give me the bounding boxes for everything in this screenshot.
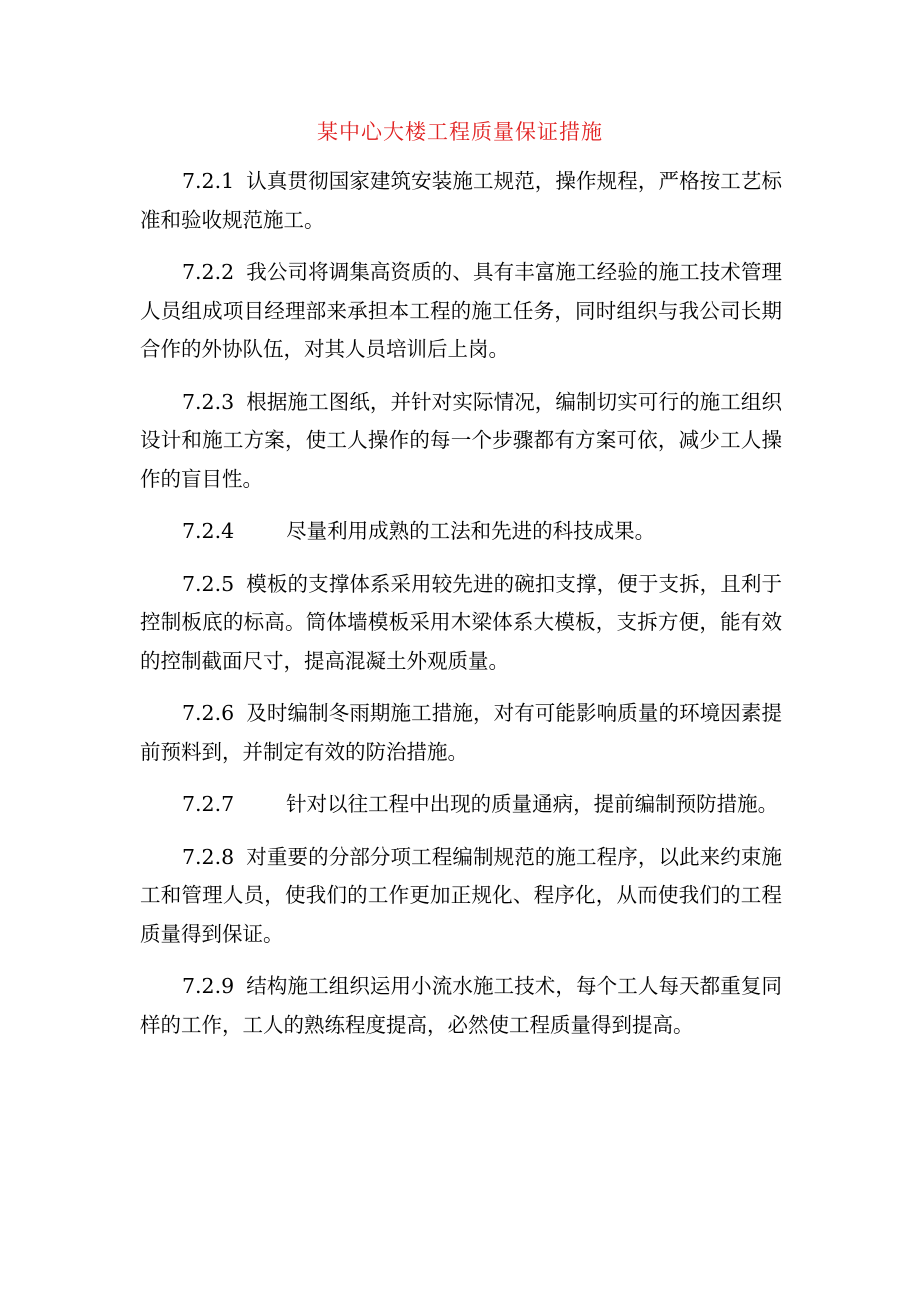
document-body bbox=[140, 162, 782, 1058]
clause-text: 我公司将调集高资质的、具有丰富施工经验的施工技术管理人员组成项目经理部来承担本工程的施工任务，同时组织与我公司长期合作的外协队伍，对其人员培训后上岗。 bbox=[140, 260, 782, 361]
clause-number: 7.2.9 bbox=[182, 974, 235, 998]
clause-7-2-2 bbox=[140, 253, 782, 369]
clause-7-2-1 bbox=[140, 162, 782, 239]
clause-number: 7.2.3 bbox=[182, 389, 235, 414]
clause-7-2-9 bbox=[140, 967, 782, 1044]
clause-7-2-3 bbox=[140, 383, 782, 499]
clause-7-2-8 bbox=[140, 838, 782, 954]
clause-number: 7.2.7 bbox=[182, 792, 235, 816]
clause-text: 尽量利用成熟的工法和先进的科技成果。 bbox=[286, 519, 656, 543]
clause-number: 7.2.6 bbox=[182, 701, 235, 725]
clause-number: 7.2.1 bbox=[182, 169, 235, 193]
clause-7-2-6 bbox=[140, 694, 782, 771]
clause-number: 7.2.8 bbox=[182, 844, 235, 869]
clause-number: 7.2.2 bbox=[182, 260, 235, 284]
clause-7-2-5 bbox=[140, 565, 782, 681]
clause-text: 模板的支撑体系采用较先进的碗扣支撑，便于支拆，且利于控制板底的标高。筒体墙模板采用木梁体系大模板，支拆方便，能有效的控制截面尺寸，提高混凝土外观质量。 bbox=[140, 571, 782, 673]
clause-7-2-4 bbox=[140, 512, 782, 551]
clause-text: 结构施工组织运用小流水施工技术，每个工人每天都重复同样的工作，工人的熟练程度提高，必然使工程质量得到提高。 bbox=[140, 974, 782, 1037]
clause-text: 针对以往工程中出现的质量通病，提前编制预防措施。 bbox=[286, 792, 779, 816]
clause-text: 认真贯彻国家建筑安装施工规范，操作规程，严格按工艺标准和验收规范施工。 bbox=[140, 169, 782, 232]
clause-number: 7.2.4 bbox=[182, 519, 235, 543]
clause-7-2-7 bbox=[140, 785, 782, 824]
clause-text: 对重要的分部分项工程编制规范的施工程序，以此来约束施工和管理人员，使我们的工作更加正规化、程序化，从而使我们的工程质量得到保证。 bbox=[140, 844, 782, 946]
clause-text: 根据施工图纸，并针对实际情况，编制切实可行的施工组织设计和施工方案，使工人操作的每一个步骤都有方案可依，减少工人操作的盲目性。 bbox=[140, 389, 782, 491]
clause-number: 7.2.5 bbox=[182, 571, 235, 596]
clause-text: 及时编制冬雨期施工措施，对有可能影响质量的环境因素提前预料到，并制定有效的防治措施。 bbox=[140, 701, 782, 764]
document-title: 某中心大楼工程质量保证措施 bbox=[317, 120, 603, 144]
